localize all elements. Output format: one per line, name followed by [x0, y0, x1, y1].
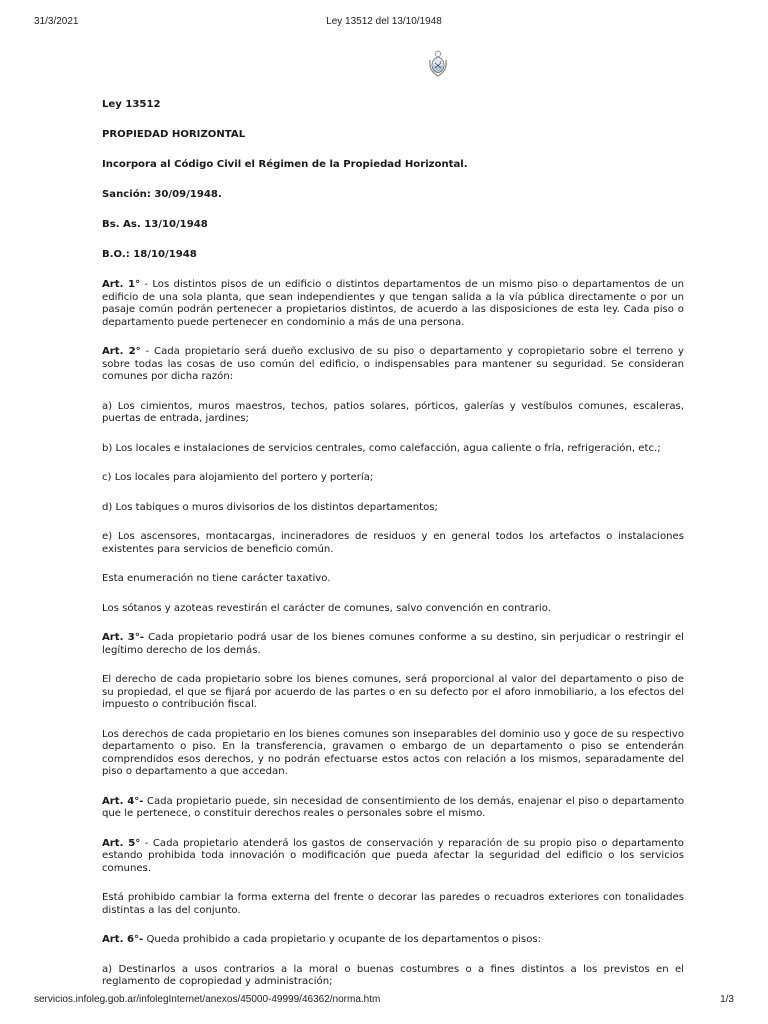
page-number: 1/3	[720, 994, 734, 1005]
paragraph-text: Queda prohibido a cada propietario y ocupante de los departamentos o pisos:	[143, 934, 542, 945]
article-4	[102, 796, 684, 821]
paragraph-text: Cada propietario podrá usar de los bienes comunes conforme a su destino, sin perjudicar o restringir el legítimo derecho de los demás.	[102, 632, 684, 656]
clause-c	[102, 472, 684, 485]
paragraph-text: a) Destinarlos a usos contrarios a la moral o buenas costumbres o a fines distintos a los previstos en el reglamento de copropiedad y administración;	[102, 963, 684, 987]
paragraph-text: Los sótanos y azoteas revestirán el carácter de comunes, salvo convención en contrario.	[102, 602, 551, 614]
argentina-coat-of-arms-icon	[428, 50, 448, 77]
article-1	[102, 279, 684, 329]
article-6	[102, 934, 684, 947]
paragraph-text: - Cada propietario será dueño exclusivo de su piso o departamento y copropietario sobre el terreno y sobre todas las cosas de uso común del edificio, o indispensables para mantener su seguridad. Se consideran comunes por dicha razón:	[102, 346, 684, 382]
law-number: Ley 13512	[102, 99, 161, 110]
clause-a	[102, 964, 684, 989]
print-page-title: Ley 13512 del 13/10/1948	[326, 16, 442, 27]
clause-d	[102, 502, 684, 515]
article-label: Art. 1°	[102, 279, 141, 290]
article-3	[102, 632, 684, 657]
paragraph-text: a) Los cimientos, muros maestros, techos, patios solares, pórticos, galerías y vestíbulos comunes, escaleras, puertas de entrada, jardines;	[102, 400, 684, 424]
paragraph	[102, 674, 684, 712]
article-5	[102, 838, 684, 876]
paragraph-text: Está prohibido cambiar la forma externa del frente o decorar las paredes o recuadros exteriores con tonalidades distintas a las del conjunto.	[102, 892, 684, 916]
article-label: Art. 3°-	[102, 632, 145, 643]
law-summary: Incorpora al Código Civil el Régimen de la Propiedad Horizontal.	[102, 159, 468, 170]
law-text	[102, 99, 684, 1006]
print-date: 31/3/2021	[34, 16, 79, 27]
paragraph-text: e) Los ascensores, montacargas, incineradores de residuos y en general todos los artefactos o instalaciones existentes para servicios de beneficio común.	[102, 531, 684, 555]
paragraph-text: c) Los locales para alojamiento del portero y portería;	[102, 472, 374, 483]
clause-b	[102, 443, 684, 456]
paragraph-text: d) Los tabiques o muros divisorios de los distintos departamentos;	[102, 501, 438, 513]
paragraph	[102, 573, 684, 586]
paragraph	[102, 729, 684, 779]
paragraph-text: Esta enumeración no tiene carácter taxativo.	[102, 573, 331, 584]
article-label: Art. 2°	[102, 346, 141, 357]
paragraph-text: - Cada propietario atenderá los gastos de conservación y reparación de su propio piso o departamento estando prohibida toda innovación o modificación que pueda afectar la seguridad del edificio o los servicios comunes.	[102, 837, 684, 874]
paragraph-text: - Los distintos pisos de un edificio o distintos departamentos de un mismo piso o departamentos de un edificio de una sola planta, que sean independientes y que tengan salida a la vía pública directamente o por un pasaje común podrán pertenecer a propietarios distintos, de acuerdo a las disposiciones de esta ley. Cada piso o departamento puede pertenecer en condominio a más de una persona.	[102, 279, 684, 328]
article-2	[102, 346, 684, 384]
paragraph-text: Cada propietario puede, sin necesidad de consentimiento de los demás, enajenar el piso o departamento que le pertenece, o constituir derechos reales o personales sobre el mismo.	[102, 795, 684, 819]
paragraph-text: El derecho de cada propietario sobre los bienes comunes, será proporcional al valor del departamento o piso de su propiedad, el que se fijará por acuerdo de las partes o en su defecto por el aforo inmobiliario, a los efectos del impuesto o contribución fiscal.	[102, 674, 684, 710]
source-url: servicios.infoleg.gob.ar/infolegInternet/anexos/45000-49999/46362/norma.htm	[34, 994, 381, 1005]
law-topic: PROPIEDAD HORIZONTAL	[102, 129, 246, 140]
official-bulletin-date: B.O.: 18/10/1948	[102, 249, 197, 260]
sanction-date: Sanción: 30/09/1948.	[102, 189, 222, 200]
article-label: Art. 5°	[102, 837, 141, 849]
paragraph	[102, 603, 684, 616]
article-label: Art. 4°-	[102, 795, 144, 807]
paragraph-text: b) Los locales e instalaciones de servicios centrales, como calefacción, agua caliente o fría, refrigeración, etc.;	[102, 442, 661, 454]
clause-e	[102, 531, 684, 556]
paragraph-text: Los derechos de cada propietario en los bienes comunes son inseparables del dominio uso y goce de su respectivo departamento o piso. En la transferencia, gravamen o embargo de un departamento o piso se entenderán comprendidos esos derechos, y no podrán efectuarse estos actos con relación a los mismos, separadamente del piso o departamento a que accedan.	[102, 728, 684, 777]
article-label: Art. 6°-	[102, 934, 144, 945]
promulgation-date: Bs. As. 13/10/1948	[102, 219, 208, 230]
paragraph	[102, 892, 684, 917]
clause-a	[102, 401, 684, 426]
